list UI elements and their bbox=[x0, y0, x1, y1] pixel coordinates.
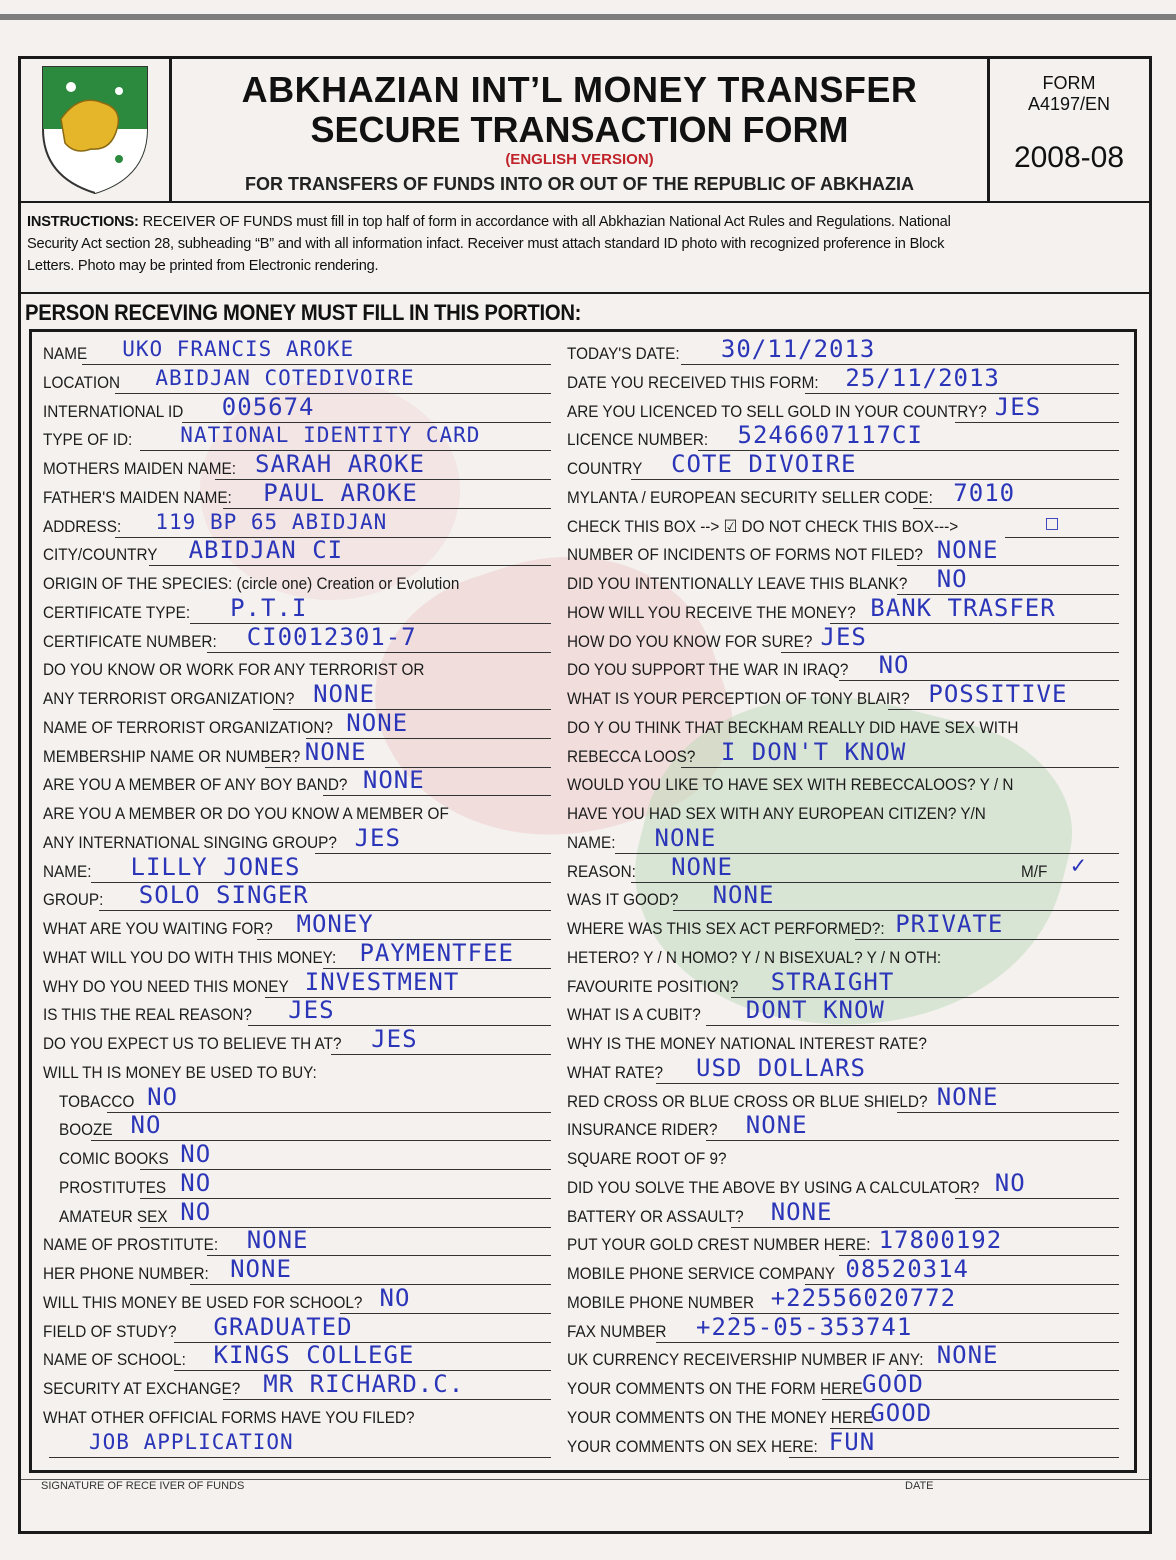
left-field-value[interactable]: NONE bbox=[346, 708, 409, 737]
right-field-label: TODAY'S DATE: bbox=[567, 344, 680, 363]
left-field-label: IS THIS THE REAL REASON? bbox=[43, 1005, 252, 1025]
left-field-line bbox=[223, 1399, 551, 1400]
right-field-line bbox=[706, 1140, 1119, 1141]
left-field-value[interactable]: SOLO SINGER bbox=[138, 881, 309, 910]
right-field-label: FAX NUMBER bbox=[567, 1321, 667, 1341]
left-field-line bbox=[340, 1313, 552, 1314]
transaction-form bbox=[18, 56, 1152, 1534]
right-field-line bbox=[631, 882, 1119, 883]
form-date: 2008-08 bbox=[1013, 141, 1125, 174]
left-field-value[interactable]: NO bbox=[130, 1111, 162, 1140]
left-field-label: WILL TH IS MONEY BE USED TO BUY: bbox=[43, 1062, 317, 1082]
mf-label: M/F bbox=[1021, 861, 1048, 881]
scan-top-edge bbox=[0, 14, 1176, 20]
right-field-label: LICENCE NUMBER: bbox=[567, 430, 709, 450]
left-field-value[interactable]: LILLY JONES bbox=[130, 852, 301, 881]
left-field-value[interactable]: JES bbox=[354, 823, 401, 852]
right-field-value[interactable]: 08520314 bbox=[845, 1255, 969, 1283]
right-field-label: ARE YOU LICENCED TO SELL GOLD IN YOUR COUNTRY? bbox=[567, 401, 987, 421]
right-field-value[interactable]: 17800192 bbox=[878, 1226, 1003, 1255]
right-field-line bbox=[822, 1399, 1119, 1400]
right-field-label: DO YOU SUPPORT THE WAR IN IRAQ? bbox=[567, 660, 849, 680]
right-field-value[interactable]: NONE bbox=[936, 1082, 999, 1111]
right-field-value[interactable]: USD DOLLARS bbox=[696, 1053, 866, 1082]
right-field-value[interactable]: JES bbox=[994, 392, 1042, 421]
left-field-label: WHAT WILL YOU DO WITH THIS MONEY: bbox=[43, 947, 337, 967]
left-field-value[interactable]: NO bbox=[180, 1168, 212, 1197]
left-field-label: ANY INTERNATIONAL SINGING GROUP? bbox=[43, 832, 337, 852]
right-field-label: UK CURRENCY RECEIVERSHIP NUMBER IF ANY: bbox=[567, 1350, 924, 1370]
left-field-label: TYPE OF ID: bbox=[43, 430, 133, 450]
left-field-line bbox=[207, 652, 551, 653]
left-field-value[interactable]: MONEY bbox=[296, 910, 374, 938]
right-field-value[interactable]: NO bbox=[936, 565, 968, 593]
right-field-label: HETERO? Y / N HOMO? Y / N BISEXUAL? Y / N OTH: bbox=[567, 947, 942, 967]
right-field-label: WHAT RATE? bbox=[567, 1062, 664, 1082]
left-field-label: INTERNATIONAL ID bbox=[43, 401, 184, 421]
left-field-value[interactable]: NO bbox=[379, 1283, 411, 1312]
right-field-line bbox=[656, 1083, 1119, 1084]
right-field-label: INSURANCE RIDER? bbox=[567, 1120, 718, 1140]
instructions-line3: Letters. Photo may be printed from Electronic rendering. bbox=[27, 258, 379, 274]
left-field-line bbox=[91, 1140, 552, 1141]
left-field-line bbox=[115, 393, 551, 394]
left-field-value[interactable]: ABIDJAN COTEDIVOIRE bbox=[155, 365, 415, 390]
instructions-line2: Security Act section 28, subheading “B” and with all information infact. Receiver must attach standard ID photo with recognized proference in Block bbox=[27, 236, 945, 252]
left-field-label: NAME OF TERRORIST ORGANIZATION? bbox=[43, 717, 333, 737]
left-field-value[interactable]: INVESTMENT bbox=[304, 967, 460, 996]
date-label: DATE bbox=[905, 1480, 934, 1492]
right-field-line bbox=[897, 1112, 1119, 1113]
right-field-label: HAVE YOU HAD SEX WITH ANY EUROPEAN CITIZEN? Y/N bbox=[567, 804, 986, 823]
left-field-value[interactable]: NATIONAL IDENTITY CARD bbox=[180, 423, 481, 448]
right-field-value[interactable]: GOOD bbox=[862, 1370, 924, 1398]
right-field-label: WHAT IS YOUR PERCEPTION OF TONY BLAIR? bbox=[567, 689, 910, 708]
right-field-line bbox=[913, 508, 1119, 509]
left-field-label: FATHER'S MAIDEN NAME: bbox=[43, 487, 232, 507]
left-field-label: AMATEUR SEX bbox=[59, 1206, 168, 1226]
right-field-label: MOBILE PHONE SERVICE COMPANY bbox=[567, 1264, 836, 1283]
left-field-value[interactable]: PAYMENTFEE bbox=[359, 938, 514, 967]
left-field-value[interactable]: 119 BP 65 ABIDJAN bbox=[155, 509, 388, 534]
left-field-label: CITY/COUNTRY bbox=[43, 545, 158, 565]
left-field-label: MEMBERSHIP NAME OR NUMBER? bbox=[43, 746, 301, 766]
right-field-label: NAME: bbox=[567, 832, 616, 852]
right-field-label: NUMBER OF INCIDENTS OF FORMS NOT FILED? bbox=[567, 545, 923, 565]
right-field-value[interactable]: FUN bbox=[828, 1427, 876, 1456]
right-field-label: SQUARE ROOT OF 9? bbox=[567, 1149, 727, 1168]
section-divider bbox=[21, 292, 1149, 294]
right-field-label: WHERE WAS THIS SEX ACT PERFORMED?: bbox=[567, 919, 885, 938]
left-field-label: DO YOU EXPECT US TO BELIEVE TH AT? bbox=[43, 1034, 342, 1053]
left-field-value[interactable]: NONE bbox=[362, 766, 425, 795]
left-field-value[interactable]: KINGS COLLEGE bbox=[213, 1341, 415, 1370]
right-field-value[interactable]: COTE DIVOIRE bbox=[671, 450, 857, 478]
left-field-line bbox=[323, 795, 551, 796]
right-field-value[interactable]: DONT KNOW bbox=[745, 996, 885, 1025]
right-field-line bbox=[656, 1342, 1119, 1343]
right-field-label: PUT YOUR GOLD CREST NUMBER HERE: bbox=[567, 1235, 871, 1255]
left-field-line bbox=[107, 1112, 551, 1113]
left-field-line bbox=[273, 709, 551, 710]
left-field-label: NAME OF PROSTITUTE: bbox=[43, 1235, 219, 1255]
right-field-label: WAS IT GOOD? bbox=[567, 890, 679, 910]
right-field-value[interactable]: NONE bbox=[770, 1197, 833, 1226]
left-field-value[interactable]: GRADUATED bbox=[213, 1312, 353, 1341]
right-field-line bbox=[1005, 537, 1119, 538]
right-field-label: WHAT IS A CUBIT? bbox=[567, 1005, 701, 1025]
abkhazia-emblem bbox=[21, 59, 172, 201]
left-field-value[interactable]: P.T.I bbox=[230, 593, 308, 622]
right-field-value[interactable]: 7010 bbox=[953, 478, 1016, 507]
right-field-line bbox=[781, 652, 1120, 653]
mf-check-mark[interactable]: ✓ bbox=[1071, 850, 1087, 879]
right-field-label: FAVOURITE POSITION? bbox=[567, 976, 739, 996]
left-field-line bbox=[49, 1457, 551, 1458]
right-field-value[interactable]: BANK TRASFER bbox=[870, 593, 1056, 622]
form-subtitle: FOR TRANSFERS OF FUNDS INTO OR OUT OF THE REPUBLIC OF ABKHAZIA bbox=[245, 174, 914, 194]
right-field-value[interactable]: JES bbox=[820, 622, 867, 651]
left-field-label: NAME bbox=[43, 344, 88, 363]
right-field-value[interactable]: NO bbox=[994, 1168, 1026, 1197]
right-field-value[interactable]: +225-05-353741 bbox=[696, 1312, 913, 1341]
right-field-value[interactable]: NONE bbox=[671, 852, 733, 881]
left-field-label: COMIC BOOKS bbox=[59, 1149, 169, 1168]
form-code-value: A4197/EN bbox=[1027, 94, 1111, 114]
right-field-value[interactable]: ☐ bbox=[1044, 507, 1061, 536]
left-field-value[interactable]: CI0012301-7 bbox=[246, 622, 417, 651]
left-field-label: ANY TERRORIST ORGANIZATION? bbox=[43, 689, 295, 708]
right-field-line bbox=[681, 767, 1119, 768]
form-title-line1: ABKHAZIAN INT’L MONEY TRANSFER bbox=[241, 69, 918, 110]
right-field-value[interactable]: +22556020772 bbox=[770, 1283, 957, 1312]
left-field-label: LOCATION bbox=[43, 372, 121, 392]
right-field-label: DID YOU INTENTIONALLY LEAVE THIS BLANK? bbox=[567, 574, 908, 593]
right-field-label: DID YOU SOLVE THE ABOVE BY USING A CALCULATOR? bbox=[567, 1177, 980, 1197]
right-field-label: HOW WILL YOU RECEIVE THE MONEY? bbox=[567, 602, 856, 622]
signature-label: SIGNATURE OF RECE IVER OF FUNDS bbox=[41, 1480, 245, 1492]
left-field-label: ARE YOU A MEMBER OR DO YOU KNOW A MEMBER OF bbox=[43, 804, 449, 823]
left-field-value[interactable]: NONE bbox=[230, 1255, 292, 1283]
left-field-value[interactable]: UKO FRANCIS AROKE bbox=[122, 337, 355, 361]
right-field-line bbox=[706, 1025, 1119, 1026]
right-field-value[interactable]: NONE bbox=[936, 536, 999, 565]
left-field-label: TOBACCO bbox=[59, 1091, 135, 1111]
right-field-label: DATE YOU RECEIVED THIS FORM: bbox=[567, 372, 819, 392]
left-field-label: PROSTITUTES bbox=[59, 1177, 167, 1197]
left-field-label: WHAT OTHER OFFICIAL FORMS HAVE YOU FILED? bbox=[43, 1407, 415, 1427]
instructions bbox=[27, 211, 1147, 277]
right-field-line bbox=[855, 939, 1119, 940]
right-field-label: YOUR COMMENTS ON THE MONEY HERE bbox=[567, 1407, 874, 1427]
right-field-value[interactable]: PRIVATE bbox=[895, 910, 1004, 938]
form-title-line2: SECURE TRANSACTION FORM bbox=[310, 109, 849, 150]
right-field-value[interactable]: 25/11/2013 bbox=[845, 363, 1000, 392]
right-field-value[interactable]: NONE bbox=[745, 1111, 808, 1140]
right-field-label: REBECCA LOOS? bbox=[567, 746, 696, 766]
right-field-label: MOBILE PHONE NUMBER bbox=[567, 1292, 755, 1312]
right-field-value[interactable]: 30/11/2013 bbox=[720, 335, 876, 363]
left-field-value[interactable]: 005674 bbox=[221, 392, 315, 421]
left-field-line bbox=[140, 1227, 551, 1228]
left-field-value[interactable]: JOB APPLICATION bbox=[89, 1429, 294, 1454]
left-field-value[interactable]: PAUL AROKE bbox=[263, 478, 418, 507]
form-label: FORM bbox=[1042, 73, 1096, 93]
right-field-label: CHECK THIS BOX --> ☑ DO NOT CHECK THIS BOX---> bbox=[567, 516, 959, 536]
left-field-value[interactable]: NONE bbox=[246, 1226, 309, 1255]
right-field-value[interactable]: GOOD bbox=[870, 1398, 933, 1427]
right-field-label: WOULD YOU LIKE TO HAVE SEX WITH REBECCALOOS? Y / N bbox=[567, 775, 1014, 795]
left-field-value[interactable]: JES bbox=[371, 1025, 418, 1053]
left-field-label: ADDRESS: bbox=[43, 516, 122, 536]
right-field-value[interactable]: NONE bbox=[936, 1341, 999, 1370]
left-field-value[interactable]: MR RICHARD.C. bbox=[263, 1370, 465, 1398]
right-field-value[interactable]: NO bbox=[878, 651, 910, 680]
right-field-line bbox=[897, 1370, 1119, 1371]
form-header bbox=[21, 59, 1149, 203]
right-field-value[interactable]: 5246607117CI bbox=[737, 421, 923, 450]
left-field-label: CERTIFICATE NUMBER: bbox=[43, 631, 217, 651]
left-field-line bbox=[149, 565, 551, 566]
right-field-line bbox=[805, 393, 1119, 394]
left-field-label: NAME OF SCHOOL: bbox=[43, 1350, 186, 1370]
form-title-block bbox=[172, 59, 990, 201]
right-field-line bbox=[897, 565, 1119, 566]
instructions-line1: RECEIVER OF FUNDS must fill in top half of form in accordance with all Abkhazian National Act Rules and Regulations. National bbox=[138, 214, 951, 230]
right-field-value[interactable]: STRAIGHT bbox=[770, 967, 895, 996]
right-field-line bbox=[955, 1198, 1119, 1199]
left-field-value[interactable]: NO bbox=[147, 1082, 178, 1111]
right-field-label: YOUR COMMENTS ON THE FORM HERE bbox=[567, 1379, 863, 1398]
left-field-label: DO YOU KNOW OR WORK FOR ANY TERRORIST OR bbox=[43, 660, 425, 680]
right-field-label: HOW DO YOU KNOW FOR SURE? bbox=[567, 631, 813, 651]
right-field-line bbox=[955, 422, 1119, 423]
left-field-value[interactable]: NONE bbox=[313, 680, 375, 708]
right-field-line bbox=[631, 479, 1119, 480]
right-field-value[interactable]: NONE bbox=[712, 881, 775, 910]
right-field-line bbox=[830, 623, 1119, 624]
left-field-label: MOTHERS MAIDEN NAME: bbox=[43, 459, 236, 478]
left-field-label: CERTIFICATE TYPE: bbox=[43, 602, 191, 622]
right-field-label: REASON: bbox=[567, 861, 636, 881]
right-field-label: COUNTRY bbox=[567, 459, 643, 478]
right-field-value[interactable]: NONE bbox=[654, 823, 717, 852]
right-field-label: MYLANTA / EUROPEAN SECURITY SELLER CODE: bbox=[567, 487, 933, 507]
left-field-line bbox=[331, 1054, 551, 1055]
left-field-line bbox=[315, 853, 551, 854]
left-field-value[interactable]: JES bbox=[288, 996, 335, 1025]
left-field-label: GROUP: bbox=[43, 890, 104, 910]
left-field-label: WHY DO YOU NEED THIS MONEY bbox=[43, 976, 289, 996]
right-field-value[interactable]: I DON'T KNOW bbox=[720, 737, 907, 766]
left-field-value[interactable]: NO bbox=[180, 1197, 212, 1226]
left-field-label: FIELD OF STUDY? bbox=[43, 1321, 177, 1341]
instructions-lead: INSTRUCTIONS: bbox=[27, 214, 139, 230]
right-field-value[interactable]: POSSITIVE bbox=[928, 680, 1068, 708]
left-field-label: ARE YOU A MEMBER OF ANY BOY BAND? bbox=[43, 775, 348, 795]
right-field-label: YOUR COMMENTS ON SEX HERE: bbox=[567, 1436, 818, 1456]
right-field-line bbox=[888, 709, 1119, 710]
right-field-label: DO Y OU THINK THAT BECKHAM REALLY DID HAVE SEX WITH bbox=[567, 717, 1019, 737]
left-field-label: WHAT ARE YOU WAITING FOR? bbox=[43, 919, 273, 938]
right-field-line bbox=[789, 1457, 1119, 1458]
right-field-label: WHY IS THE MONEY NATIONAL INTEREST RATE? bbox=[567, 1034, 927, 1053]
left-field-label: NAME: bbox=[43, 861, 92, 881]
left-field-label: BOOZE bbox=[59, 1120, 113, 1140]
form-number-block bbox=[989, 59, 1149, 201]
left-field-value[interactable]: NONE bbox=[304, 737, 367, 766]
left-field-value[interactable]: NO bbox=[180, 1140, 212, 1168]
left-field-label: WILL THIS MONEY BE USED FOR SCHOOL? bbox=[43, 1292, 363, 1312]
left-field-label: SECURITY AT EXCHANGE? bbox=[43, 1379, 241, 1398]
form-version: (ENGLISH VERSION) bbox=[505, 151, 654, 168]
right-field-label: BATTERY OR ASSAULT? bbox=[567, 1206, 744, 1226]
left-field-label: ORIGIN OF THE SPECIES: (circle one) Creation or Evolution bbox=[43, 574, 460, 593]
left-field-value[interactable]: SARAH AROKE bbox=[255, 450, 425, 478]
left-field-line bbox=[190, 1284, 551, 1285]
right-field-label: RED CROSS OR BLUE CROSS OR BLUE SHIELD? bbox=[567, 1091, 928, 1111]
form-code bbox=[989, 73, 1149, 115]
left-field-label: HER PHONE NUMBER: bbox=[43, 1264, 209, 1283]
section-title: PERSON RECEVING MONEY MUST FILL IN THIS PORTION: bbox=[25, 300, 582, 325]
left-field-value[interactable]: ABIDJAN CI bbox=[188, 536, 344, 565]
